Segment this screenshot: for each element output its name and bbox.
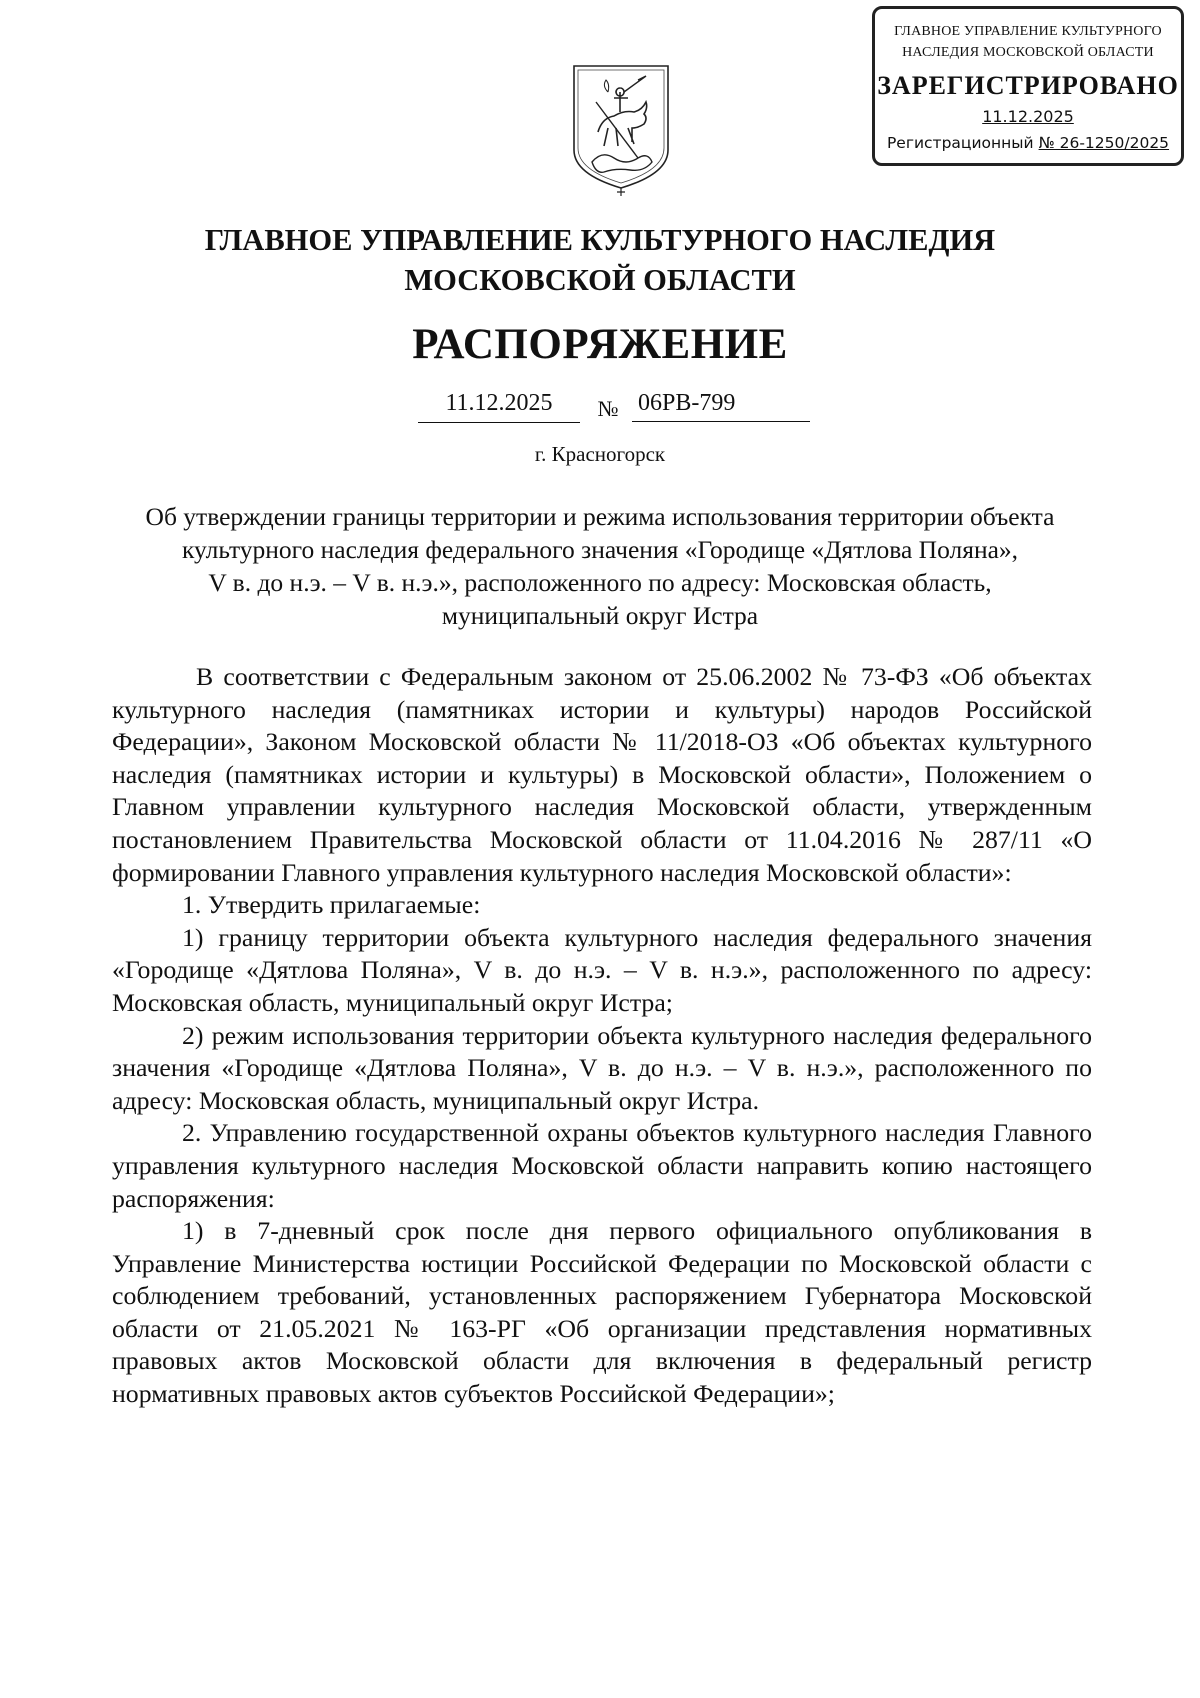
subject-line1: Об утверждении границы территории и режима использования территории объекта [145,502,1055,531]
body-item-1: 1. Утвердить прилагаемые: [182,890,481,920]
body-preamble: В соответствии с Федеральным законом от 25.06.2002 № 73-ФЗ «Об объектах культурного наследия (памятниках истории и культуры) народов Российской Федерации», Законом Московской области № 11/2018-ОЗ «Об объектах культурного наследия (памятниках истории и культуры) в Московской области», Положением о Главном управлении культурного наследия Московской области, утвержденным постановлением Правительства Московской области от 11.04.2016 № 287/11 «О формировании Главного управления культурного наследия Московской области»: [112,662,1092,887]
document-body [112,661,1092,1411]
stamp-org-line1: ГЛАВНОЕ УПРАВЛЕНИЕ КУЛЬТУРНОГО [894,24,1162,39]
stamp-reg-value: № 26-1250/2025 [1038,134,1170,152]
stamp-reg-label: Регистрационный [886,134,1034,152]
stamp-date: 11.12.2025 [982,107,1074,126]
organization-title-line2: МОСКОВСКОЙ ОБЛАСТИ [404,263,796,297]
document-number: 06РВ-799 [632,388,810,422]
stamp-org-line2: НАСЛЕДИЯ МОСКОВСКОЙ ОБЛАСТИ [902,45,1154,60]
organization-title-line1: ГЛАВНОЕ УПРАВЛЕНИЕ КУЛЬТУРНОГО НАСЛЕДИЯ [204,223,996,257]
body-item-1-1: 1) границу территории объекта культурного наследия федерального значения «Городище «Дятлова Поляна», V в. до н.э. – V в. н.э.», расположенного по адресу: Московская область, муниципальный округ Истра; [112,922,1092,1017]
subject-line3: V в. до н.э. – V в. н.э.», расположенного по адресу: Московская область, [208,568,992,597]
coat-of-arms-icon [568,62,674,198]
body-item-2-1: 1) в 7-дневный срок после дня первого официального опубликования в Управление Министерства юстиции Российской Федерации по Московской области с соблюдением требований, установленных распоряжением Губернатора Московской области от 21.05.2021 № 163-РГ «Об организации представления нормативных правовых актов Московской области для включения в федеральный регистр нормативных правовых актов субъектов Российской Федерации»; [112,1216,1092,1409]
registration-stamp [872,6,1184,166]
body-item-2: 2. Управлению государственной охраны объектов культурного наследия Главного управления культурного наследия Московской области направить копию настоящего распоряжения: [112,1118,1092,1213]
number-sign: № [597,396,619,421]
document-city: г. Красногорск [534,442,666,466]
stamp-registered-label: ЗАРЕГИСТРИРОВАНО [877,71,1179,100]
stamp-registration-number [875,134,1181,152]
body-item-1-2: 2) режим использования территории объекта культурного наследия федерального значения «Городище «Дятлова Поляна», V в. до н.э. – V в. н.э.», расположенного по адресу: Московская область, муниципальный округ Истра. [112,1020,1092,1115]
document-date: 11.12.2025 [418,388,580,423]
organization-title [0,220,1200,300]
stamp-organization [875,9,1181,63]
document-type-heading: РАСПОРЯЖЕНИЕ [412,321,788,368]
document-subject [110,500,1090,632]
subject-line2: культурного наследия федерального значения «Городище «Дятлова Поляна», [181,535,1019,564]
subject-line4: муниципальный округ Истра [441,601,759,630]
